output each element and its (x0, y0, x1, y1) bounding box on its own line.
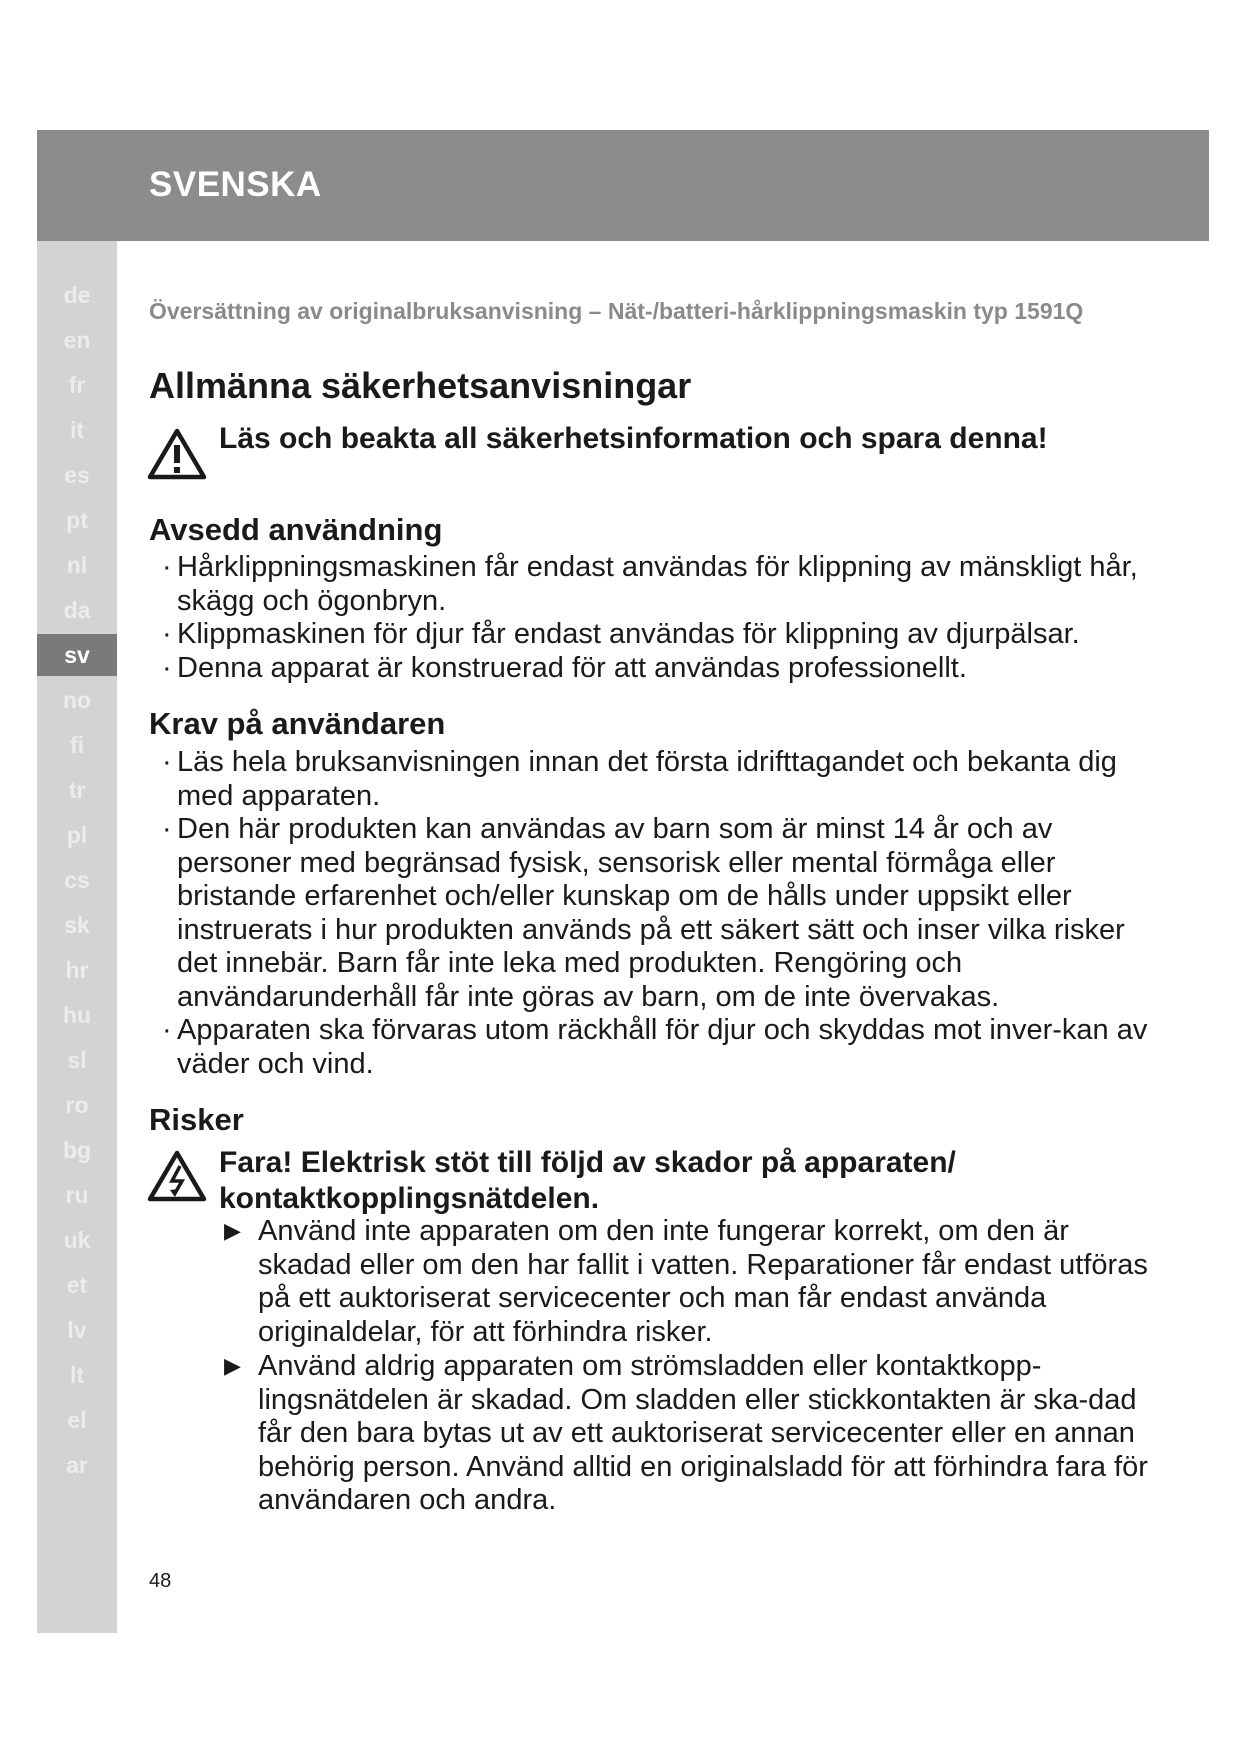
lang-tab-pt[interactable]: pt (66, 507, 88, 533)
danger-line-1: Fara! Elektrisk stöt till följd av skador på apparaten/ (219, 1146, 956, 1179)
lang-tab-bg[interactable]: bg (62, 1137, 92, 1163)
lang-tab-pl[interactable]: pl (66, 822, 88, 848)
section-heading-risks: Risker (149, 1102, 244, 1137)
language-sidebar (37, 241, 117, 1633)
lang-tab-de[interactable]: de (63, 282, 91, 308)
lang-tab-ar[interactable]: ar (66, 1452, 88, 1478)
lang-tab-fi[interactable]: fi (69, 732, 85, 758)
lang-tab-sk[interactable]: sk (64, 912, 90, 938)
list-item: · Apparaten ska förvaras utom räckhåll för djur och skyddas mot inver-kan av väder och vind. (162, 1014, 1162, 1081)
list-item: · Den här produkten kan användas av barn som är minst 14 år och av personer med begränsad fysisk, sensorisk eller mental förmåga eller bristande erfarenhet och/eller kunskap om de hålls under uppsikt eller instruerats i hur produkten används på ett säkert sätt och inser vilka risker det innebär. Barn får inte leka med produkten. Rengöring och användarunderhåll får inte göras av barn, om de inte övervakas. (162, 813, 1162, 1014)
intended-use-list (162, 551, 1162, 685)
lang-tab-it[interactable]: it (69, 417, 85, 443)
lang-tab-da[interactable]: da (63, 597, 91, 623)
lang-tab-tr[interactable]: tr (68, 777, 86, 803)
lang-tab-no[interactable]: no (62, 687, 92, 713)
lang-tab-hu[interactable]: hu (62, 1002, 92, 1028)
page-language-title: SVENSKA (149, 165, 322, 204)
document-subtitle: Översättning av originalbruksanvisning – Nät-/batteri-hårklippningsmaskin typ 1591Q (149, 298, 1084, 324)
user-requirements-list (162, 746, 1162, 1081)
list-item: · Klippmaskinen för djur får endast användas för klippning av djurpälsar. (162, 618, 1162, 652)
lang-tab-ro[interactable]: ro (65, 1092, 89, 1118)
page-title: Allmänna säkerhetsanvisningar (149, 365, 692, 406)
electric-shock-warning-icon (147, 1150, 207, 1202)
lang-tab-uk[interactable]: uk (63, 1227, 91, 1253)
danger-line-2: kontaktkopplingsnätdelen. (219, 1182, 600, 1215)
danger-warning-text (219, 1145, 956, 1217)
list-item: · Hårklippningsmaskinen får endast användas för klippning av mänskligt hår, skägg och ögonbryn. (162, 551, 1162, 618)
page-number: 48 (149, 1570, 172, 1592)
triangle-right-icon: ▶ (224, 1353, 241, 1378)
list-item: ▶ Använd aldrig apparaten om strömsladden eller kontaktkopp-lingsnätdelen är skadad. Om sladden eller stickkontakten är ska-dad får den bara bytas ut av ett auktoriserat servicecenter eller en annan behörig person. Använd alltid en originalsladd för att förhindra fara för användaren och andra. (224, 1350, 1148, 1516)
lang-tab-es[interactable]: es (64, 462, 90, 488)
warning-triangle-icon (147, 428, 207, 480)
lang-tab-lt[interactable]: lt (69, 1362, 85, 1388)
triangle-right-icon: ▶ (224, 1218, 241, 1243)
section-heading-user-requirements: Krav på användaren (149, 706, 446, 741)
lang-tab-sl[interactable]: sl (67, 1047, 87, 1073)
lang-tab-nl[interactable]: nl (66, 552, 88, 578)
list-item: · Denna apparat är konstruerad för att användas professionellt. (162, 652, 1162, 686)
lang-tab-lv[interactable]: lv (67, 1317, 87, 1343)
safety-warning-text: Läs och beakta all säkerhetsinformation och spara denna! (219, 422, 1048, 455)
list-item: · Läs hela bruksanvisningen innan det första idrifttagandet och bekanta dig med apparaten. (162, 746, 1162, 813)
list-item: ▶ Använd inte apparaten om den inte fungerar korrekt, om den är skadad eller om den har fallit i vatten. Reparationer får endast utföras på ett auktoriserat servicecenter och man får endast använda originaldelar, för att förhindra risker. (224, 1215, 1148, 1348)
lang-tab-cs[interactable]: cs (64, 867, 90, 893)
risks-list (224, 1214, 1164, 1518)
lang-tab-el[interactable]: el (67, 1407, 87, 1433)
lang-tab-en[interactable]: en (63, 327, 91, 353)
section-heading-intended-use: Avsedd användning (149, 512, 443, 547)
lang-tab-fr[interactable]: fr (68, 372, 86, 398)
lang-tab-et[interactable]: et (66, 1272, 88, 1298)
lang-tab-hr[interactable]: hr (65, 957, 89, 983)
lang-tab-sv[interactable]: sv (37, 634, 117, 676)
lang-tab-ru[interactable]: ru (65, 1182, 89, 1208)
